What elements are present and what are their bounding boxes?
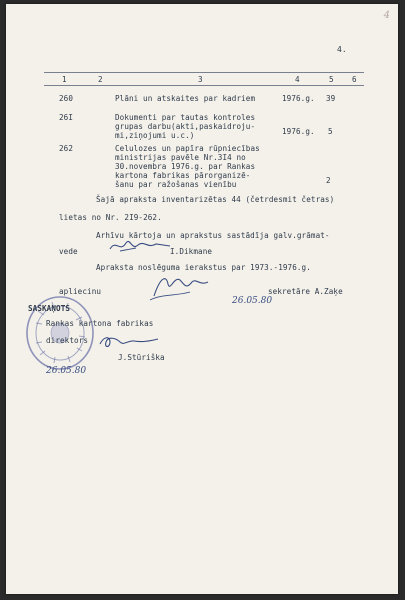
director-name: J.Stūriška <box>118 353 165 362</box>
row-title-line: Dokumenti par tautas kontroles <box>115 113 256 122</box>
row-year: 1976.g. <box>282 127 315 136</box>
row-number: 262 <box>59 144 74 153</box>
header-top-rule <box>44 72 364 73</box>
compiler-signature <box>106 237 176 255</box>
row-title-line: grupas darbu(akti,paskaidroju- <box>115 122 256 131</box>
row-number: 26I <box>59 113 74 122</box>
row-title-line: šanu par ražošanas vienību <box>115 180 237 189</box>
compiler-role: vede <box>59 247 78 256</box>
confirmation-date: 26.05.80 <box>232 296 273 306</box>
archive-corner-mark: 4 <box>383 10 390 21</box>
secretary-signature <box>146 270 216 302</box>
row-title-line: Plāni un atskaites par kadriem <box>115 94 256 103</box>
row-count: 5 <box>328 127 333 136</box>
row-year: 1976.g. <box>282 94 315 103</box>
row-title-line: mi,ziņojumi u.c.) <box>115 131 195 140</box>
column-header: 2 <box>98 75 103 84</box>
row-title-line: 30.novembra 1976.g. par Rankas <box>115 162 256 171</box>
column-header: 5 <box>329 75 334 84</box>
row-count: 39 <box>326 94 336 103</box>
header-bottom-rule <box>44 85 364 86</box>
approval-org: Rankas kartona fabrikas <box>46 319 154 328</box>
approval-heading: SASKAŅOTS <box>28 304 71 313</box>
document-page <box>6 4 398 594</box>
page-number: 4. <box>337 45 347 54</box>
director-signature <box>94 332 164 350</box>
compiler-line: Arhīvu kārtoja un aprakstus sastādīja galv.grāmat- <box>96 231 330 240</box>
secretary-name: sekretāre A.Zaķe <box>268 287 343 296</box>
column-header: 3 <box>198 75 203 84</box>
approval-role: direktors <box>46 336 89 345</box>
column-header: 4 <box>295 75 300 84</box>
column-header: 6 <box>352 75 357 84</box>
row-title-line: kartona fabrikas pārorganizē- <box>115 171 251 180</box>
row-title-line: ministrijas pavēle Nr.3I4 no <box>115 153 246 162</box>
approval-date: 26.05.80 <box>46 366 87 376</box>
compiler-name: I.Dikmane <box>170 247 213 256</box>
summary-line: Šajā apraksta inventarizētas 44 (četrdesmit četras) <box>96 195 335 204</box>
row-title-line: Celulozes un papīra rūpniecības <box>115 144 260 153</box>
row-number: 260 <box>59 94 74 103</box>
confirmation-prefix: apliecinu <box>59 287 102 296</box>
column-header: 1 <box>62 75 67 84</box>
confirmation-line: Apraksta noslēguma ierakstus par 1973.-1976.g. <box>96 263 311 272</box>
row-count: 2 <box>326 176 331 185</box>
summary-line: lietas no Nr. 2I9-262. <box>59 213 162 222</box>
